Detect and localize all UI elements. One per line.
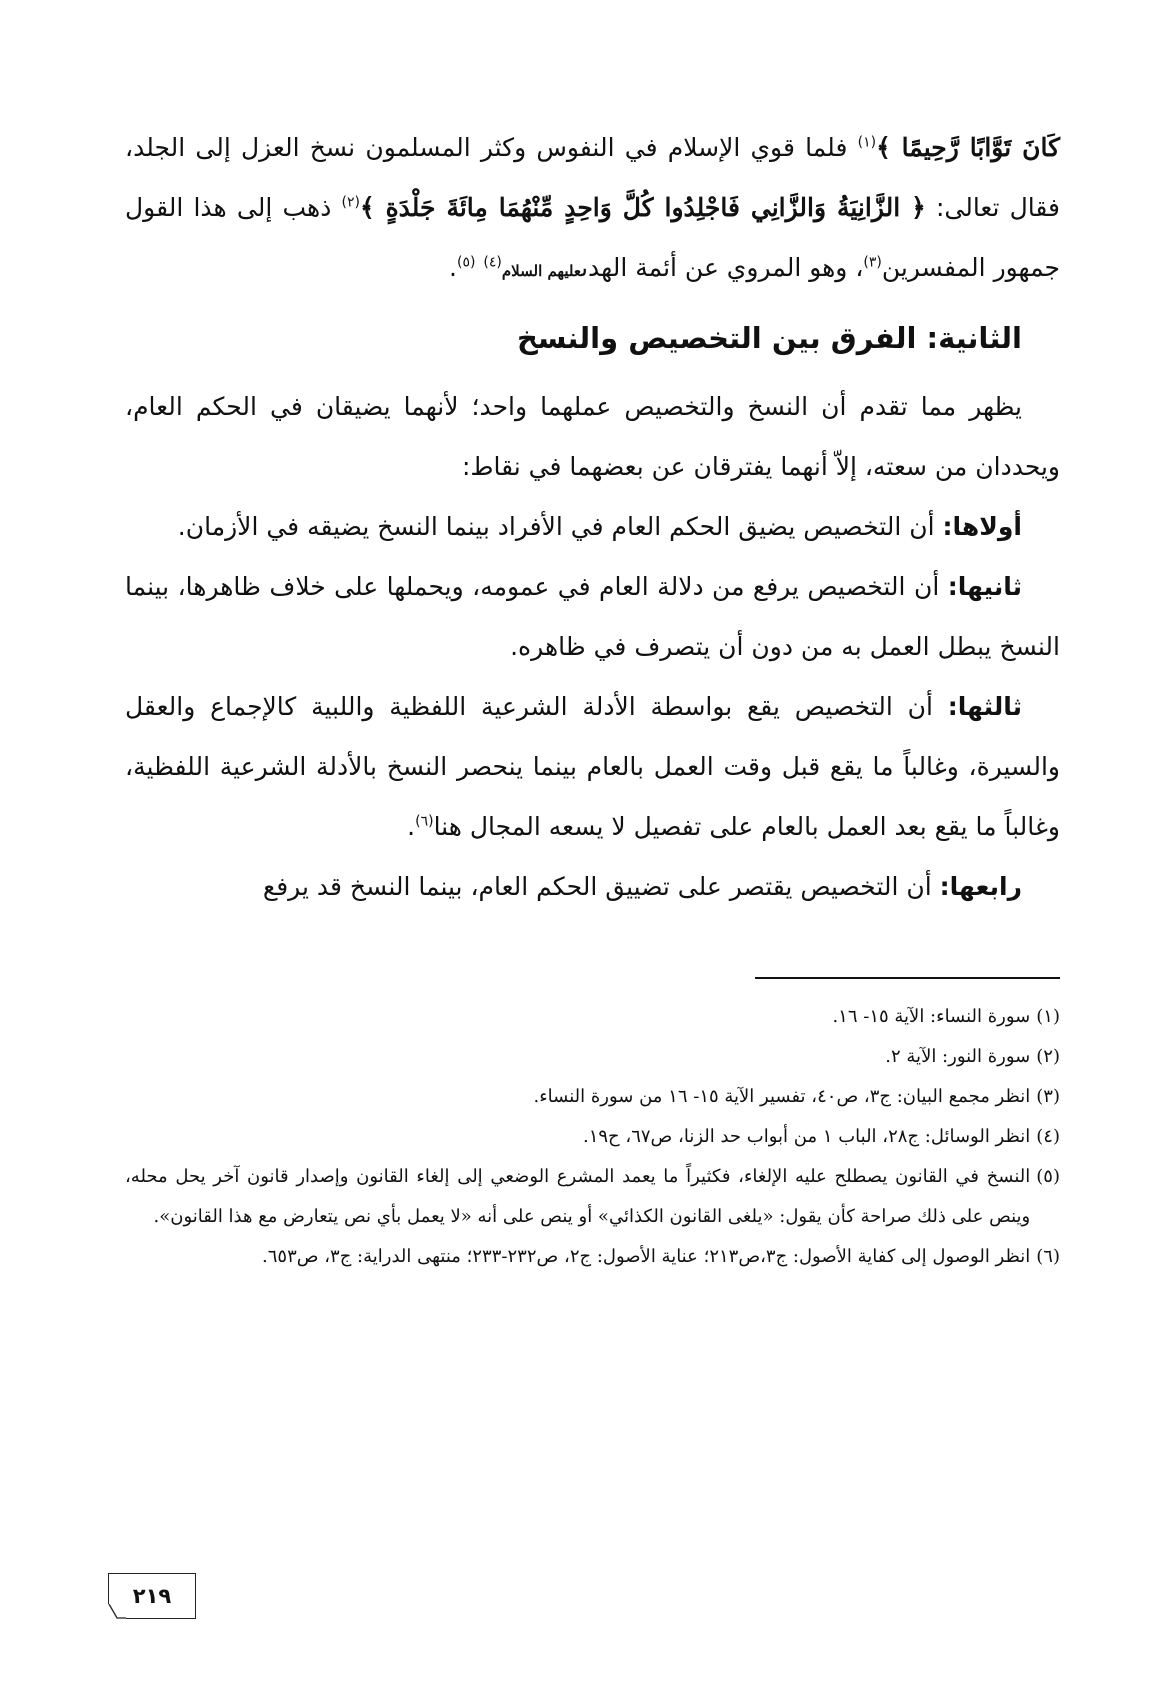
point-2-lead: ثانيها: <box>947 572 1022 601</box>
footnotes <box>125 997 1060 1277</box>
intro-text-2: ذهب إلى هذا القول جمهور المفسرين <box>125 193 1060 282</box>
footnote-ref-1: (١) <box>857 134 877 151</box>
point-3-paragraph <box>125 677 1060 857</box>
page-corner-fold-icon <box>108 1604 126 1619</box>
point-2-paragraph <box>125 557 1060 677</box>
quran-verse-2: ﴿ الزَّانِيَةُ وَالزَّانِي فَاجْلِدُوا كُلَّ وَاحِدٍ مِّنْهُمَا مِائَةَ جَلْدَةٍ ﴾ <box>359 193 926 222</box>
footnote-4 <box>125 1117 1060 1157</box>
footnote-number: (٦) <box>1036 1246 1060 1267</box>
point-3-lead: ثالثها: <box>947 692 1022 721</box>
point-4-paragraph <box>125 857 1060 917</box>
footnote-2 <box>125 1037 1060 1077</box>
footnote-ref-6: (٦) <box>415 813 434 830</box>
footnote-divider <box>755 977 1060 979</box>
footnote-number: (١) <box>1036 1006 1060 1027</box>
footnote-3 <box>125 1077 1060 1117</box>
footnote-1 <box>125 997 1060 1037</box>
footnote-5 <box>125 1157 1060 1237</box>
intro-paragraph <box>125 118 1060 301</box>
point-4-text: أن التخصيص يقتصر على تضييق الحكم العام، بينما النسخ قد يرفع <box>262 872 940 901</box>
footnote-number: (٢) <box>1036 1046 1060 1067</box>
footnote-text: النسخ في القانون يصطلح عليه الإلغاء، فكثيراً ما يعمد المشرع الوضعي إلى إلغاء القانون وإصدار قانون آخر يحل محله، وينص على ذلك صراحة كأن يقول: «يلغى القانون الكذائي» أو ينص على أنه «لا يعمل بأي نص يتعارض مع هذا القانون». <box>125 1166 1031 1227</box>
point-3-end: . <box>407 812 416 841</box>
footnote-text: انظر مجمع البيان: ج٣، ص٤٠، تفسير الآية ١٥- ١٦ من سورة النساء. <box>533 1086 1031 1107</box>
page-number: ٢١٩ <box>132 1584 172 1608</box>
footnote-number: (٣) <box>1036 1086 1060 1107</box>
section-heading: الثانية: الفرق بين التخصيص والنسخ <box>517 321 1022 355</box>
footnote-text: انظر الوصول إلى كفاية الأصول: ج٣،ص٢١٣؛ عناية الأصول: ج٢، ص٢٣٢-٢٣٣؛ منتهى الدراية: ج٣، ص٦٥٣. <box>262 1246 1031 1267</box>
point-3-text: أن التخصيص يقع بواسطة الأدلة الشرعية اللفظية واللبية كالإجماع والعقل والسيرة، وغالباً ما يقع قبل وقت العمل بالعام بينما ينحصر النسخ بالأدلة الشرعية اللفظية، وغالباً ما يقع بعد العمل بالعام على تفصيل لا يسعه المجال هنا <box>125 692 1060 841</box>
point-4-lead: رابعها: <box>939 872 1022 901</box>
intro-text-3: ، وهو المروي عن أئمة الهدى <box>581 253 864 282</box>
footnote-number: (٤) <box>1036 1126 1060 1147</box>
honorific-glyph: عليهم السلام <box>501 262 582 280</box>
footnote-ref-4: (٤) <box>483 254 502 271</box>
page-body <box>125 118 1060 1277</box>
footnote-ref-3: (٣) <box>863 254 882 271</box>
section-intro-paragraph: يظهر مما تقدم أن النسخ والتخصيص عملهما واحد؛ لأنهما يضيقان في الحكم العام، ويحددان من سعته، إلاّ أنهما يفترقان عن بعضهما في نقاط: <box>125 392 1060 481</box>
footnote-text: سورة النساء: الآية ١٥- ١٦. <box>832 1006 1031 1027</box>
intro-text-1: فلما قوي الإسلام في النفوس وكثر المسلمون نسخ العزل إلى الجلد، فقال تعالى: <box>125 133 1061 222</box>
point-1-lead: أولاها: <box>942 512 1022 541</box>
footnote-ref-2: (٢) <box>341 194 360 211</box>
point-1-text: أن التخصيص يضيق الحكم العام في الأفراد بينما النسخ يضيقه في الأزمان. <box>177 512 943 541</box>
footnote-text: انظر الوسائل: ج٢٨، الباب ١ من أبواب حد الزنا، ص٦٧، ح١٩. <box>582 1126 1031 1147</box>
point-2-text: أن التخصيص يرفع من دلالة العام في عمومه، ويحملها على خلاف ظاهرها، بينما النسخ يبطل العمل به من دون أن يتصرف في ظاهره. <box>125 572 1060 661</box>
intro-end: . <box>449 253 457 282</box>
quran-verse-1: كَانَ تَوَّابًا رَّحِيمًا ﴾ <box>876 133 1060 162</box>
point-1-paragraph <box>125 497 1060 557</box>
footnote-text: سورة النور: الآية ٢. <box>885 1046 1031 1067</box>
footnote-ref-5: (٥) <box>456 254 476 271</box>
footnote-number: (٥) <box>1036 1166 1060 1187</box>
footnote-6 <box>125 1237 1060 1277</box>
